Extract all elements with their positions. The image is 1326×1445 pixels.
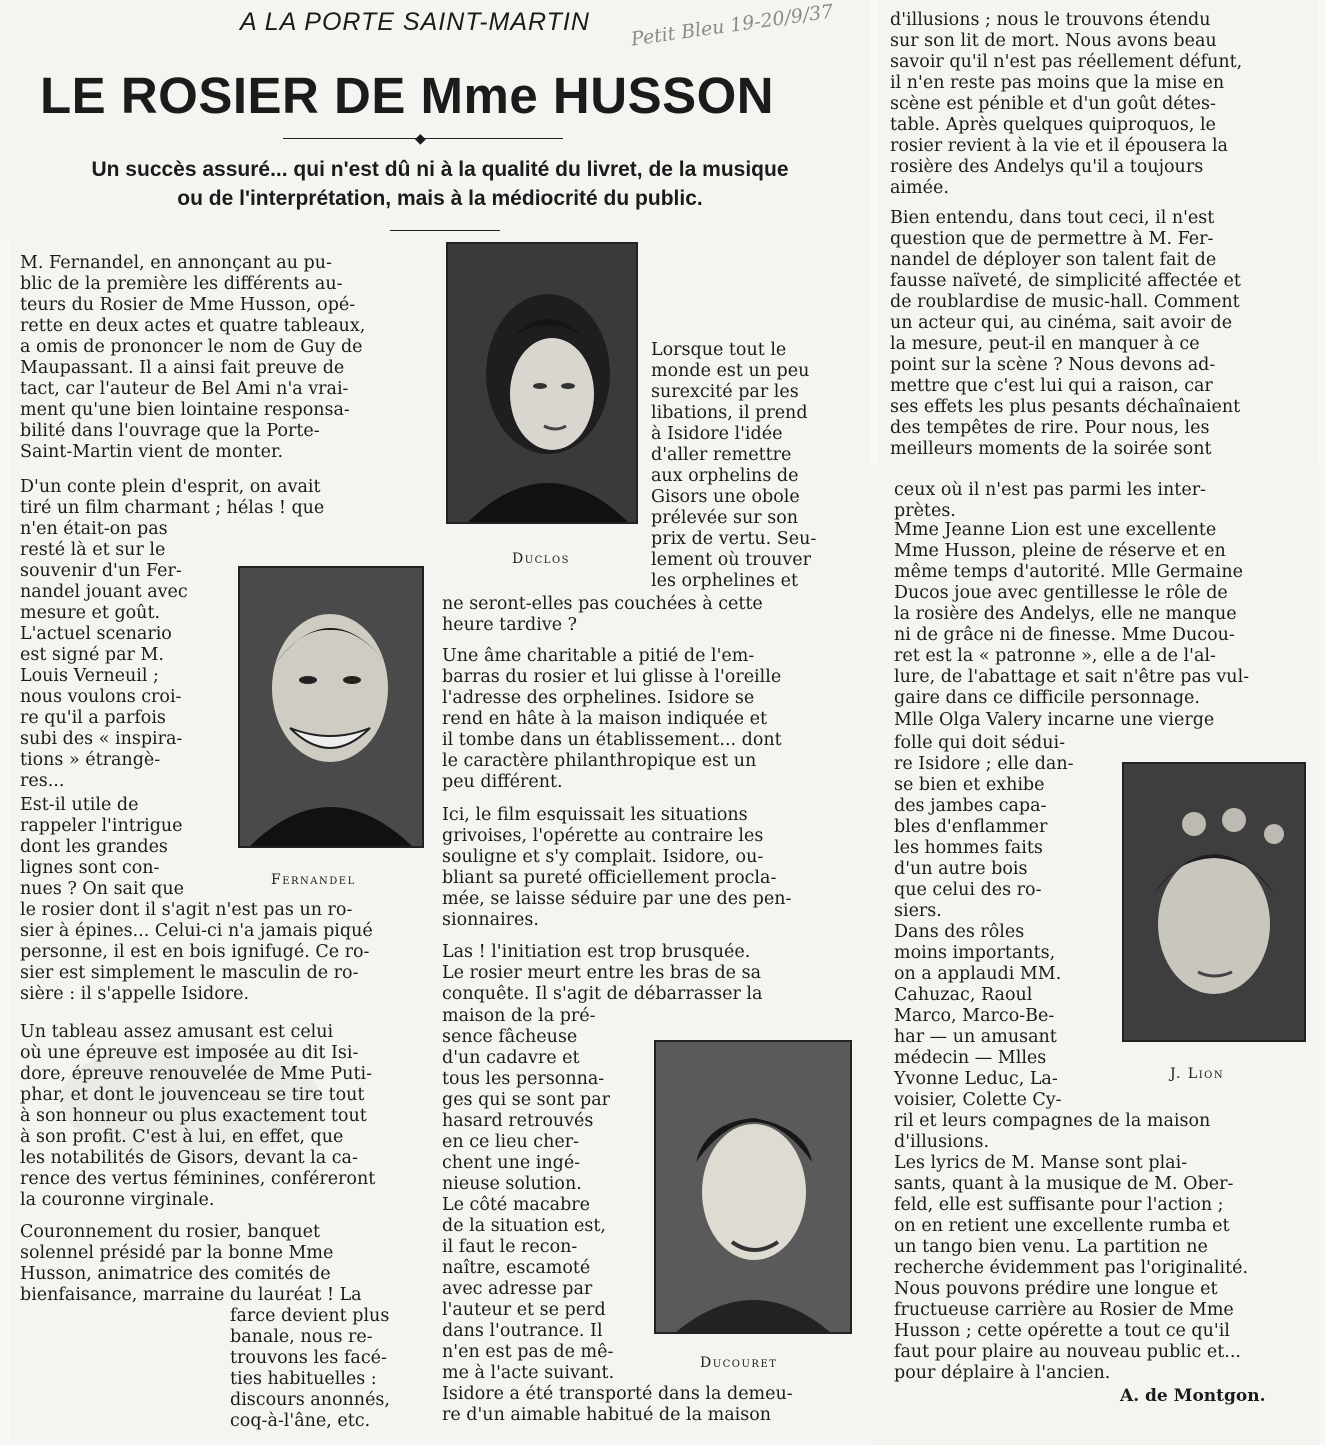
text-line: re qu'il a parfois xyxy=(20,708,166,728)
text-line: à son honneur ou plus exactement tout xyxy=(20,1106,367,1126)
text-line: rence des vertus féminines, conféreront xyxy=(20,1169,376,1189)
text-line: mesure et goût. xyxy=(20,603,161,623)
handwritten-note: Petit Bleu 19-20/9/37 xyxy=(629,0,835,51)
col3-paragraph-1 xyxy=(890,10,1298,199)
text-line: sionnaires. xyxy=(442,910,539,930)
col2-paragraph-2 xyxy=(442,646,850,793)
text-line: rend en hâte à la maison indiquée et xyxy=(442,709,767,729)
text-line: gaire dans ce difficile personnage. xyxy=(894,688,1200,708)
text-line: blic de la première les différents au- xyxy=(20,274,343,294)
text-line: sier est simplement le masculin de ro- xyxy=(20,963,359,983)
text-line: ment qu'une bien lointaine responsa- xyxy=(20,400,350,420)
text-line: un tango bien venu. La partition ne xyxy=(894,1237,1208,1257)
text-line: farce devient plus xyxy=(230,1306,390,1326)
text-line: teurs du Rosier de Mme Husson, opé- xyxy=(20,295,356,315)
caption-duclos: Duclos xyxy=(512,551,570,567)
text-line: phar, et dont le jouvenceau se tire tout xyxy=(20,1085,365,1105)
col2-paragraph-1-side xyxy=(651,340,850,592)
text-line: le caractère philanthropique est un xyxy=(442,751,757,771)
col3-paragraph-4 xyxy=(894,520,1304,709)
text-line: souligne et s'y complait. Isidore, ou- xyxy=(442,847,764,867)
col1-paragraph-2-side xyxy=(20,519,220,792)
caption-lion: J. Lion xyxy=(1170,1066,1225,1082)
text-line: tous les personna- xyxy=(442,1069,605,1089)
text-line: la rosière des Andelys, elle ne manque xyxy=(894,604,1237,624)
text-line: bliant sa pureté officiellement procla- xyxy=(442,868,777,888)
text-line: Un succès assuré... qui n'est dû ni à la qualité du livret, de la musique xyxy=(91,158,789,181)
deck xyxy=(30,155,850,213)
text-line: Lorsque tout le xyxy=(651,340,787,360)
text-line: Couronnement du rosier, banquet xyxy=(20,1222,321,1242)
text-line: personne, il est en bois ignifugé. Ce ro- xyxy=(20,942,370,962)
text-line: ceux où il n'est pas parmi les inter- xyxy=(894,480,1206,500)
text-line: Le côté macabre xyxy=(442,1195,591,1215)
text-line: les hommes faits xyxy=(894,838,1043,858)
text-line: ges qui se sont par xyxy=(442,1090,611,1110)
text-line: de roublardise de music-hall. Comment xyxy=(890,292,1240,312)
text-line: bles d'enflammer xyxy=(894,817,1048,837)
text-line: Mlle Olga Valery incarne une vierge xyxy=(894,710,1215,730)
text-line: Isidore a été transporté dans la demeu- xyxy=(442,1384,793,1404)
text-line: il n'en reste pas moins que la mise en xyxy=(890,73,1225,93)
text-line: point sur la scène ? Nous devons ad- xyxy=(890,355,1216,375)
text-line: nous voulons croi- xyxy=(20,687,182,707)
text-line: faut pour plaire au nouveau public et... xyxy=(894,1342,1241,1362)
text-line: ties habituelles : xyxy=(230,1369,377,1389)
text-line: il faut le recon- xyxy=(442,1237,578,1257)
text-line: siers. xyxy=(894,901,942,921)
text-line: même temps d'autorité. Mlle Germaine xyxy=(894,562,1243,582)
text-line: tions » étrangè- xyxy=(20,750,161,770)
text-line: ou de l'interprétation, mais à la médiocrité du public. xyxy=(177,187,703,210)
text-line: question que de permettre à M. Fer- xyxy=(890,229,1214,249)
col3-paragraph-5-bottom xyxy=(894,1111,1304,1153)
photo-lion xyxy=(1122,762,1306,1042)
col2-paragraph-4 xyxy=(442,942,850,1005)
text-line: naître, escamoté xyxy=(442,1258,591,1278)
text-line: lement où trouver xyxy=(651,550,811,570)
text-line: Un tableau assez amusant est celui xyxy=(20,1022,334,1042)
caption-ducouret: Ducouret xyxy=(700,1355,778,1371)
text-line: bilité dans l'ouvrage que la Porte- xyxy=(20,421,320,441)
text-line: nues ? On sait que xyxy=(20,879,185,899)
text-line: fausse naïveté, de simplicité affectée et xyxy=(890,271,1241,291)
text-line: un acteur qui, au cinéma, sait avoir de xyxy=(890,313,1233,333)
text-line: Saint-Martin vient de monter. xyxy=(20,442,284,462)
text-line: aux orphelins de xyxy=(651,466,799,486)
text-line: discours anonnés, xyxy=(230,1390,390,1410)
text-line: ni de grâce ni de finesse. Mme Ducou- xyxy=(894,625,1235,645)
text-line: Maupassant. Il a ainsi fait preuve de xyxy=(20,358,345,378)
text-line: mettre que c'est lui qui a raison, car xyxy=(890,376,1213,396)
col1-paragraph-5 xyxy=(20,1222,424,1306)
text-line: ril et leurs compagnes de la maison xyxy=(894,1111,1211,1131)
text-line: scène est pénible et d'un goût détes- xyxy=(890,94,1216,114)
text-line: Louis Verneuil ; xyxy=(20,666,159,686)
text-line: voisier, Colette Cy- xyxy=(894,1090,1062,1110)
text-line: sants, quant à la musique de M. Ober- xyxy=(894,1174,1234,1194)
col3-paragraph-5-side xyxy=(894,733,1096,1111)
text-line: solennel présidé par la bonne Mme xyxy=(20,1243,334,1263)
text-line: Husson, animatrice des comités de xyxy=(20,1264,331,1284)
text-line: M. Fernandel, en annonçant au pu- xyxy=(20,253,332,273)
text-line: folle qui doit sédui- xyxy=(894,733,1066,753)
text-line: le rosier dont il s'agit n'est pas un ro- xyxy=(20,900,353,920)
photo-fernandel xyxy=(238,566,424,848)
text-line: L'actuel scenario xyxy=(20,624,172,644)
text-line: l'adresse des orphelines. Isidore se xyxy=(442,688,755,708)
text-line: d'un cadavre et xyxy=(442,1048,580,1068)
text-line: lure, de l'abattage et sait n'être pas vul- xyxy=(894,667,1250,687)
col2-paragraph-1-bottom xyxy=(442,594,850,636)
text-line: rappeler l'intrigue xyxy=(20,816,183,836)
text-line: res... xyxy=(20,771,65,791)
text-line: médecin — Mlles xyxy=(894,1048,1047,1068)
text-line: Mme Jeanne Lion est une excellente xyxy=(894,520,1217,540)
column-divider xyxy=(390,230,500,231)
text-line: prètes. xyxy=(894,501,956,521)
col2-paragraph-4-side xyxy=(442,1006,642,1384)
text-line: monde est un peu xyxy=(651,361,810,381)
text-line: mée, se laisse séduire par une des pen- xyxy=(442,889,792,909)
text-line: rette en deux actes et quatre tableaux, xyxy=(20,316,366,336)
page-title: LE ROSIER DE Mme HUSSON xyxy=(40,67,775,124)
text-line: libations, il prend xyxy=(651,403,808,423)
photo-duclos xyxy=(446,242,638,524)
text-line: feld, elle est suffisante pour l'action ; xyxy=(894,1195,1224,1215)
text-line: maison de la pré- xyxy=(442,1006,596,1026)
text-line: trouvons les facé- xyxy=(230,1348,387,1368)
text-line: Mme Husson, pleine de réserve et en xyxy=(894,541,1226,561)
text-line: a omis de prononcer le nom de Guy de xyxy=(20,337,363,357)
text-line: se bien et exhibe xyxy=(894,775,1045,795)
text-line: d'illusions ; nous le trouvons étendu xyxy=(890,10,1211,30)
text-line: Les lyrics de M. Manse sont plai- xyxy=(894,1153,1188,1173)
text-line: nieuse solution. xyxy=(442,1174,582,1194)
text-line: moins importants, xyxy=(894,943,1056,963)
col1-paragraph-4 xyxy=(20,1022,424,1211)
text-line: ne seront-elles pas couchées à cette xyxy=(442,594,763,614)
text-line: on en retient une excellente rumba et xyxy=(894,1216,1230,1236)
text-line: des jambes capa- xyxy=(894,796,1047,816)
col1-paragraph-3-side xyxy=(20,795,220,900)
byline: A. de Montgon. xyxy=(1120,1386,1266,1406)
text-line: Yvonne Leduc, La- xyxy=(894,1069,1058,1089)
text-line: on a applaudi MM. xyxy=(894,964,1062,984)
text-line: recherche évidemment pas l'originalité. xyxy=(894,1258,1249,1278)
text-line: la mesure, peut-il en manquer à ce xyxy=(890,334,1200,354)
text-line: de la situation est, xyxy=(442,1216,606,1236)
text-line: resté là et sur le xyxy=(20,540,166,560)
text-line: il tombe dans un établissement... dont xyxy=(442,730,782,750)
col3-paragraph-3 xyxy=(894,480,1304,522)
text-line: à son profit. C'est à lui, en effet, que xyxy=(20,1127,344,1147)
text-line: d'aller remettre xyxy=(651,445,792,465)
col2-paragraph-3 xyxy=(442,805,850,931)
text-line: prix de vertu. Seu- xyxy=(651,529,817,549)
text-line: re d'un aimable habitué de la maison xyxy=(442,1405,772,1425)
text-line: l'auteur et se perd xyxy=(442,1300,606,1320)
text-line: Marco, Marco-Be- xyxy=(894,1006,1055,1026)
text-line: Ducos joue avec gentillesse le rôle de xyxy=(894,583,1228,603)
text-line: coq-à-l'âne, etc. xyxy=(230,1411,371,1431)
text-line: souvenir d'un Fer- xyxy=(20,561,182,581)
text-line: lignes sont con- xyxy=(20,858,160,878)
photo-ducouret xyxy=(654,1040,852,1334)
text-line: me à l'acte suivant. xyxy=(442,1363,615,1383)
col1-paragraph-1 xyxy=(20,253,424,463)
text-line: subi des « inspira- xyxy=(20,729,183,749)
text-line: dans l'outrance. Il xyxy=(442,1321,603,1341)
col3-paragraph-5 xyxy=(894,710,1304,731)
text-line: meilleurs moments de la soirée sont xyxy=(890,439,1212,459)
text-line: tiré un film charmant ; hélas ! que xyxy=(20,498,325,518)
text-line: Une âme charitable a pitié de l'em- xyxy=(442,646,755,666)
text-line: sier à épines... Celui-ci n'a jamais piqué xyxy=(20,921,373,941)
text-line: en ce lieu cher- xyxy=(442,1132,580,1152)
text-line: avec adresse par xyxy=(442,1279,593,1299)
text-line: où une épreuve est imposée au dit Isi- xyxy=(20,1043,359,1063)
text-line: nandel jouant avec xyxy=(20,582,188,602)
text-line: la couronne virginale. xyxy=(20,1190,215,1210)
text-line: rosière des Andelys qu'il a toujours xyxy=(890,157,1204,177)
text-line: Nous pouvons prédire une longue et xyxy=(894,1279,1218,1299)
col1-paragraph-5-side xyxy=(230,1306,424,1432)
text-line: des tempêtes de rire. Pour nous, les xyxy=(890,418,1210,438)
caption-fernandel: Fernandel xyxy=(271,872,356,888)
portrait-woman-icon xyxy=(1124,764,1304,1040)
text-line: aimée. xyxy=(890,178,949,198)
text-line: n'en était-on pas xyxy=(20,519,168,539)
text-line: ses effets les plus pesants déchaînaient xyxy=(890,397,1241,417)
text-line: har — un amusant xyxy=(894,1027,1057,1047)
text-line: Cahuzac, Raoul xyxy=(894,985,1033,1005)
text-line: n'en est pas de mê- xyxy=(442,1342,614,1362)
text-line: est signé par M. xyxy=(20,645,164,665)
text-line: sur son lit de mort. Nous avons beau xyxy=(890,31,1217,51)
text-line: ret est la « patronne », elle a de l'al- xyxy=(894,646,1216,666)
text-line: Gisors une obole xyxy=(651,487,800,507)
text-line: rosier revient à la vie et il épousera la xyxy=(890,136,1228,156)
text-line: Ici, le film esquissait les situations xyxy=(442,805,748,825)
text-line: Las ! l'initiation est trop brusquée. xyxy=(442,942,751,962)
text-line: Husson ; cette opérette a tout ce qu'il xyxy=(894,1321,1230,1341)
text-line: banale, nous re- xyxy=(230,1327,373,1347)
text-line: barras du rosier et lui glisse à l'oreille xyxy=(442,667,782,687)
kicker: A LA PORTE SAINT-MARTIN xyxy=(240,8,590,36)
text-line: prélevée sur son xyxy=(651,508,799,528)
text-line: fructueuse carrière au Rosier de Mme xyxy=(894,1300,1234,1320)
text-line: sière : il s'appelle Isidore. xyxy=(20,984,250,1004)
text-line: hasard retrouvés xyxy=(442,1111,594,1131)
text-line: grivoises, l'opérette au contraire les xyxy=(442,826,764,846)
text-line: les orphelines et xyxy=(651,571,798,591)
text-line: re Isidore ; elle dan- xyxy=(894,754,1074,774)
text-line: d'un autre bois xyxy=(894,859,1028,879)
text-line: dore, épreuve renouvelée de Mme Puti- xyxy=(20,1064,372,1084)
col3-paragraph-6 xyxy=(894,1153,1304,1384)
col1-paragraph-3-bottom xyxy=(20,900,424,1005)
text-line: savoir qu'il n'est pas réellement défunt, xyxy=(890,52,1243,72)
text-line: pour déplaire à l'ancien. xyxy=(894,1363,1111,1383)
text-line: surexcité par les xyxy=(651,382,799,402)
text-line: Est-il utile de xyxy=(20,795,139,815)
text-line: sence fâcheuse xyxy=(442,1027,578,1047)
text-line: chent une ingé- xyxy=(442,1153,581,1173)
portrait-woman-icon xyxy=(656,1042,850,1332)
text-line: Dans des rôles xyxy=(894,922,1025,942)
text-line: d'illusions. xyxy=(894,1132,990,1152)
col1-paragraph-2-top xyxy=(20,477,424,519)
text-line: peu différent. xyxy=(442,772,563,792)
text-line: table. Après quelques quiproquos, le xyxy=(890,115,1216,135)
text-line: que celui des ro- xyxy=(894,880,1042,900)
text-line: D'un conte plein d'esprit, on avait xyxy=(20,477,321,497)
text-line: tact, car l'auteur de Bel Ami n'a vrai- xyxy=(20,379,349,399)
text-line: nandel de déployer son talent fait de xyxy=(890,250,1217,270)
text-line: conquête. Il s'agit de débarrasser la xyxy=(442,984,763,1004)
text-line: les notabilités de Gisors, devant la ca- xyxy=(20,1148,358,1168)
text-line: Le rosier meurt entre les bras de sa xyxy=(442,963,762,983)
portrait-man-icon xyxy=(240,568,422,846)
col2-paragraph-4-bottom xyxy=(442,1384,850,1426)
title-rule xyxy=(283,131,563,147)
col3-paragraph-2 xyxy=(890,208,1298,460)
text-line: dont les grandes xyxy=(20,837,168,857)
text-line: heure tardive ? xyxy=(442,615,578,635)
text-line: bienfaisance, marraine du lauréat ! La xyxy=(20,1285,362,1305)
portrait-woman-icon xyxy=(448,244,636,522)
text-line: à Isidore l'idée xyxy=(651,424,783,444)
text-line: Bien entendu, dans tout ceci, il n'est xyxy=(890,208,1215,228)
diamond-ornament-icon: ◆ xyxy=(415,131,426,147)
